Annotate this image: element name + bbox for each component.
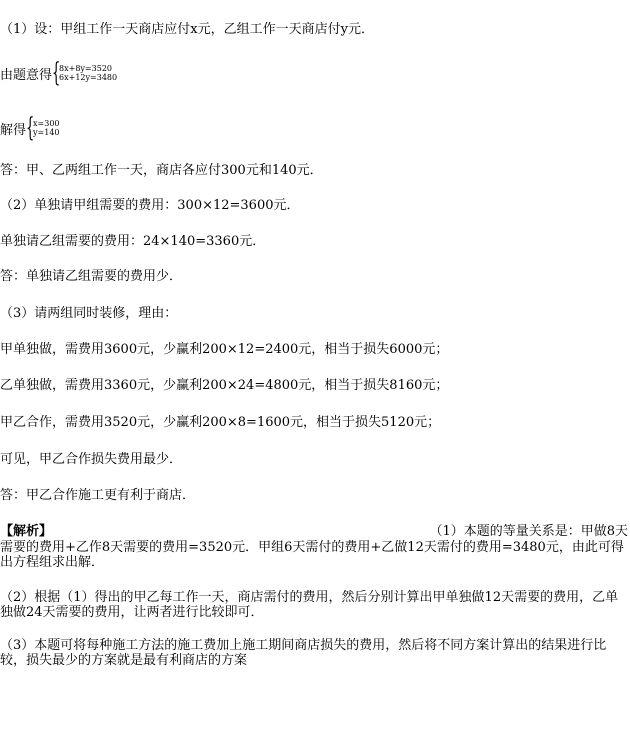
system-2-equations [33,119,60,137]
part3-conclusion: 可见，甲乙合作损失费用最少． [0,452,183,467]
part2-a: （2）单独请甲组需要的费用：300×12=3600元． [0,198,300,213]
analysis-label: 【解析】 [0,524,53,539]
system-1-eq1: 8x+8y=3520 [59,64,112,73]
analysis-p2: （2）根据（1）得出的甲乙每工作一天，商店需付的费用，然后分别计算出甲单独做12天需要的费用，乙单独做24天需要的费用，让两者进行比较即可． [0,590,619,620]
answer-1: 答：甲、乙两组工作一天，商店各应付300元和140元． [0,163,323,178]
equation-system-2 [0,113,60,143]
part3-a: 甲单独做，需费用3600元，少赢利200×12=2400元，相当于损失6000元； [0,342,449,357]
part3-b: 乙单独做，需费用3360元，少赢利200×24=4800元，相当于损失8160元； [0,378,449,393]
system-1-eq2: 6x+12y=3480 [59,73,118,82]
analysis-p1-rest: 需要的费用+乙作8天需要的费用=3520元．甲组6天需付的费用+乙做12天需付的费用=3480元，由此可得出方程组求出解． [0,540,624,570]
part1-setup: （1）设：甲组工作一天商店应付x元，乙组工作一天商店付y元． [0,22,374,37]
answer-3: 答：甲乙合作施工更有利于商店． [0,488,196,503]
part2-b: 单独请乙组需要的费用：24×140=3360元． [0,234,266,249]
brace-symbol: { [52,58,61,88]
part3-c: 甲乙合作，需费用3520元，少赢利200×8=1600元，相当于损失5120元； [0,415,441,430]
analysis-p1-head: （1）本题的等量关系是：甲做8天 [429,524,628,539]
system-2-eq2: y=140 [33,128,60,137]
system-1-equations [59,64,117,82]
analysis-header [0,524,630,540]
system-1-lead: 由题意得 [0,67,53,83]
equation-system-1 [0,58,118,88]
analysis-p3: （3）本题可将每种施工方法的施工费加上施工期间商店损失的费用，然后将不同方案计算出的结果进行比较，损失最少的方案就是最有利商店的方案 [0,638,607,668]
brace-symbol: { [26,113,35,143]
system-2-eq1: x=300 [33,119,60,128]
part3-intro: （3）请两组同时装修，理由： [0,306,178,321]
system-2-lead: 解得 [0,122,27,138]
answer-2: 答：单独请乙组需要的费用少． [0,269,183,284]
